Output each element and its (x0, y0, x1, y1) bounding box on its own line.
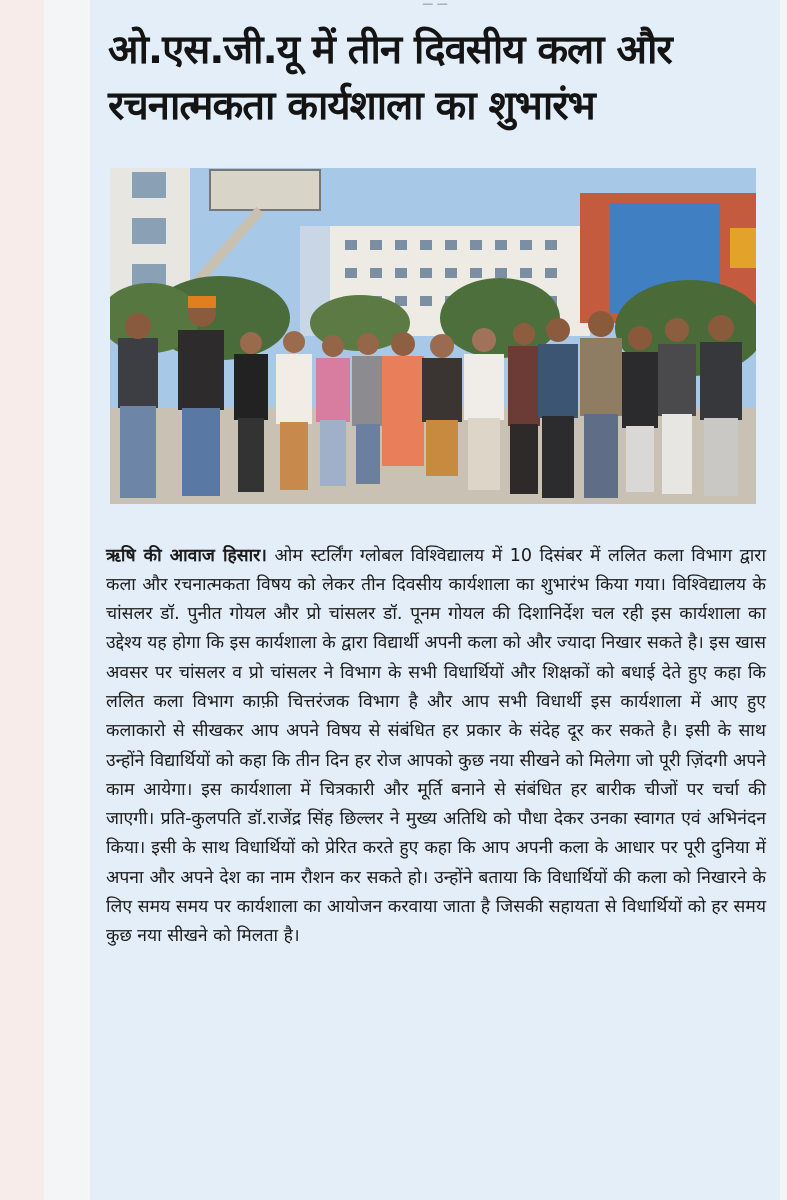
group-photo-image (110, 168, 756, 504)
previous-article-fragment: — — (422, 0, 448, 8)
group-photo (110, 168, 756, 504)
left-margin (0, 0, 44, 1200)
article-body (106, 542, 766, 952)
article-headline: ओ.एस.जी.यू में तीन दिवसीय कला और रचनात्मकता कार्यशाला का शुभारंभ (108, 27, 672, 129)
article-body-text: ओम स्टर्लिंग ग्लोबल विश्विद्यालय में 10 दिसंबर में ललित कला विभाग द्वारा कला और रचनात्मकता विषय को लेकर तीन दिवसीय कार्यशाला का शुभारंभ किया गया। विश्विद्यालय के चांसलर डॉ. पुनीत गोयल और प्रो चांसलर डॉ. पूनम गोयल की दिशानिर्देश चल रही इस कार्यशाला का उद्देश्य यह होगा कि इस कार्यशाला के द्वारा विद्यार्थी अपनी कला को और ज्यादा निखार सकते है। इस खास अवसर पर चांसलर व प्रो चांसलर ने विभाग के सभी विधार्थियों और शिक्षकों को बधाई देते हुए कहा कि ललित कला विभाग काफ़ी चित्तरंजक विभाग है और आप सभी विधार्थी इस कार्यशाला में आए हुए कलाकारो से सीखकर आप अपने विषय से संबंधित हर प्रकार के संदेह दूर कर सकते है। इसी के साथ उन्होंने विद्यार्थियों को कहा कि तीन दिन हर रोज आपको कुछ नया सीखने को मिलेगा जो पूरी ज़िंदगी अपने काम आयेगा। इस कार्यशाला में चित्रकारी और मूर्ति बनाने से संबंधित हर बारीक चीजों पर चर्चा की जाएगी। प्रति-कुलपति डॉ.राजेंद्र सिंह छिल्लर ने मुख्य अतिथि को पौधा देकर उनका स्वागत एवं अभिनंदन किया। इसी के साथ विधार्थियों को प्रेरित करते हुए कहा कि आप अपनी कला के आधार पर पूरी दुनिया में अपना और अपने देश का नाम रौशन कर सकते हो। उन्होंने बताया कि विधार्थियों की कला को निखारने के लिए समय समय पर कार्यशाला का आयोजन करवाया जाता है जिसकी सहायता से विधार्थियों को हर समय कुछ नया सीखने को मिलता है। (106, 545, 766, 947)
dateline: ऋषि की आवाज हिसार। (106, 545, 267, 566)
article-column (90, 0, 780, 1200)
